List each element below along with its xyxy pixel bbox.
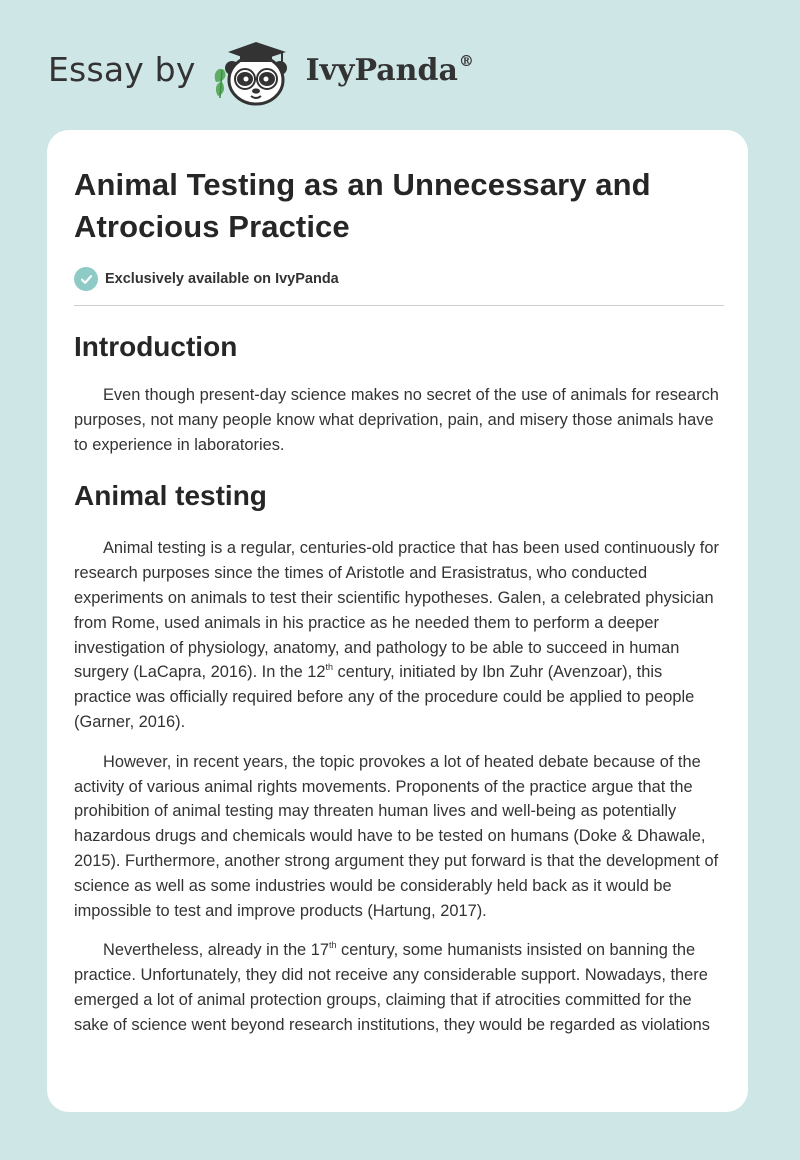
article-title: Animal Testing as an Unnecessary and Atrocious Practice bbox=[74, 167, 651, 244]
article-card bbox=[47, 130, 748, 1112]
section-heading-animal-testing: Animal testing bbox=[74, 480, 267, 512]
article-content bbox=[74, 164, 724, 1038]
paragraph: Animal testing is a regular, centuries-old practice that has been used continuously for research purposes since the times of Aristotle and Erasistratus, who conducted experiments on animals to test their scientific hypotheses. Galen, a celebrated physician from Rome, used animals in his practice as he needed them to perform a deeper investigation of physiology, anatomy, and pathology to be able to succeed in human surgery (LaCapra, 2016). In the 12th century, initiated by Ibn Zuhr (Avenzoar), this practice was officially required before any of the procedure could be applied to people (Garner, 2016). bbox=[74, 539, 719, 731]
registered-mark: ® bbox=[458, 52, 474, 70]
brand-name: IvyPanda® bbox=[305, 52, 474, 88]
section-heading-introduction: Introduction bbox=[74, 331, 238, 362]
paragraph: However, in recent years, the topic provokes a lot of heated debate because of the activity of various animal rights movements. Proponents of the practice argue that the prohibition of animal testing may threaten human lives and well-being as potentially hazardous drugs and chemicals would have to be tested on humans (Doke & Dhawale, 2015). Furthermore, another strong argument they put forward is that the development of science as well as some industries would be considerably held back as it would be impossible to test and improve products (Hartung, 2017). bbox=[74, 752, 719, 920]
badge-text: Exclusively available on IvyPanda bbox=[105, 271, 339, 287]
paragraph: Even though present-day science makes no secret of the use of animals for research purposes, not many people know what deprivation, pain, and misery those animals have to experience in laboratories. bbox=[74, 386, 719, 454]
exclusive-badge bbox=[74, 267, 724, 306]
panda-logo-icon bbox=[210, 36, 302, 108]
check-icon bbox=[74, 267, 98, 291]
paragraph: Nevertheless, already in the 17th century, some humanists insisted on banning the practice. Unfortunately, they did not receive any considerable support. Nowadays, there emerged a lot of animal protection groups, claiming that if atrocities committed for the sake of science went beyond research institutions, they would be regarded as violations bbox=[74, 940, 710, 1034]
brand-prefix: Essay by bbox=[48, 49, 196, 89]
brand-header[interactable] bbox=[48, 36, 474, 108]
